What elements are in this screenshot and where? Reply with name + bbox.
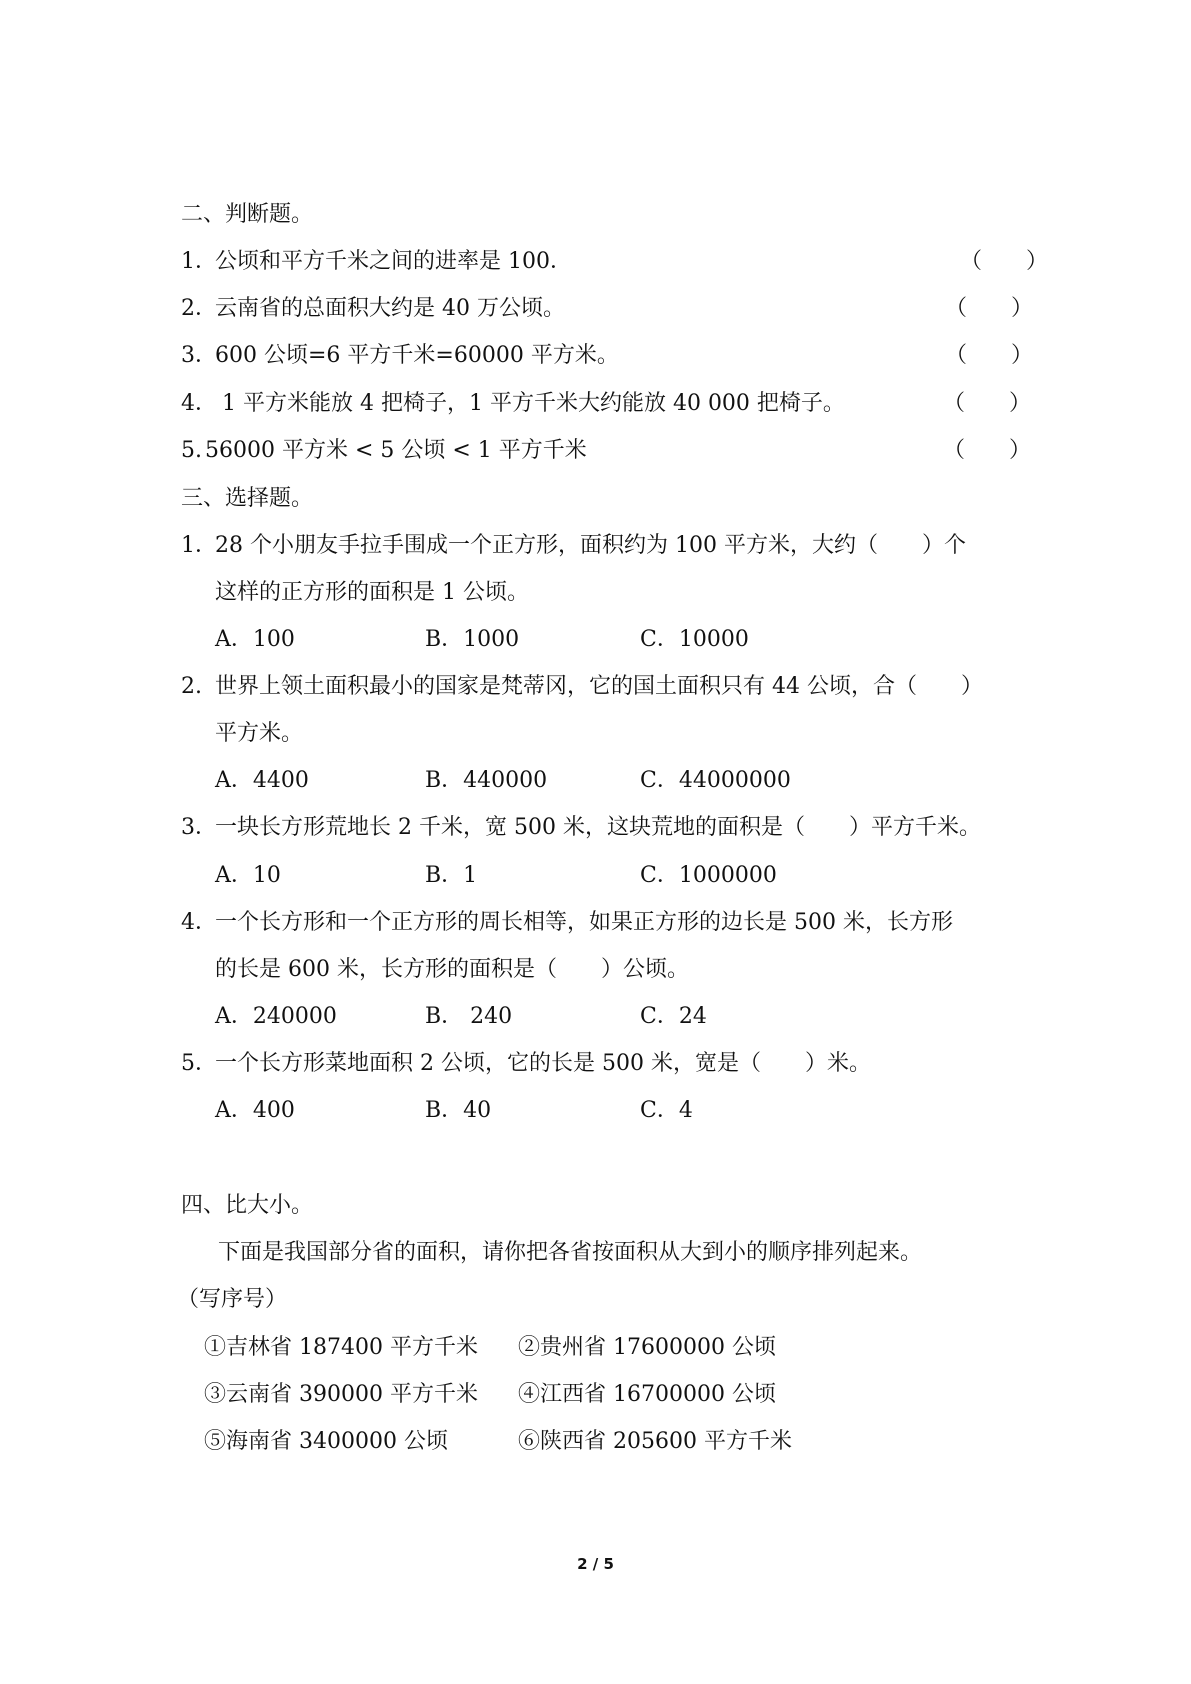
choice-q1-line2: 这样的正方形的面积是 1 公顷。: [215, 580, 529, 605]
item-number: 4．: [181, 391, 217, 416]
answer-parens[interactable]: （ ）: [960, 249, 1049, 274]
choice-q5-line1: [181, 1049, 871, 1079]
question-text: 一个长方形菜地面积 2 公顷，它的长是 500 米，宽是（ ）米。: [215, 1051, 871, 1076]
judgment-item-5: [181, 436, 587, 466]
choice-q2-option-c[interactable]: C．44000000: [640, 768, 791, 793]
question-text: 一块长方形荒地长 2 千米，宽 500 米，这块荒地的面积是（ ）平方千米。: [215, 815, 981, 840]
item-text: 公顷和平方千米之间的进率是 100．: [215, 249, 572, 274]
province-item-1: ①吉林省 187400 平方千米: [204, 1335, 478, 1360]
choice-q5-option-a[interactable]: A．400: [215, 1098, 295, 1123]
question-text: 世界上领土面积最小的国家是梵蒂冈，它的国土面积只有 44 公顷，合（ ）: [215, 674, 983, 699]
item-text: 600 公顷=6 平方千米=60000 平方米。: [215, 343, 619, 368]
choice-q1-option-b[interactable]: B．1000: [425, 627, 520, 652]
judgment-item-3: [181, 341, 619, 371]
choice-q2-line1: [181, 672, 983, 702]
choice-q4-option-c[interactable]: C．24: [640, 1004, 707, 1029]
item-number: 2．: [181, 296, 217, 321]
choice-q1-option-a[interactable]: A．100: [215, 627, 295, 652]
choice-q2-option-b[interactable]: B．440000: [425, 768, 548, 793]
choice-q2-option-a[interactable]: A．4400: [215, 768, 309, 793]
question-number: 4．: [181, 910, 217, 935]
choice-q4-option-b[interactable]: B． 240: [425, 1004, 513, 1029]
choice-q4-line1: [181, 908, 953, 938]
choice-q4-line2: 的长是 600 米，长方形的面积是（ ）公顷。: [215, 957, 689, 982]
section-title-judgment: 二、判断题。: [181, 202, 314, 227]
page-number: 2 / 5: [577, 1555, 614, 1573]
question-number: 3．: [181, 815, 217, 840]
province-item-2: ②贵州省 17600000 公顷: [518, 1335, 776, 1360]
judgment-item-2: [181, 294, 565, 324]
choice-q3-line1: [181, 813, 981, 843]
answer-parens[interactable]: （ ）: [945, 296, 1034, 321]
question-number: 5．: [181, 1051, 217, 1076]
compare-note: （写序号）: [177, 1287, 288, 1312]
answer-parens[interactable]: （ ）: [943, 438, 1032, 463]
item-number: 3．: [181, 343, 217, 368]
province-item-5: ⑤海南省 3400000 公顷: [204, 1429, 448, 1454]
judgment-item-4: [181, 389, 845, 419]
item-text: 云南省的总面积大约是 40 万公顷。: [215, 296, 565, 321]
choice-q3-option-a[interactable]: A．10: [215, 863, 281, 888]
province-item-6: ⑥陕西省 205600 平方千米: [518, 1429, 792, 1454]
choice-q4-option-a[interactable]: A．240000: [215, 1004, 337, 1029]
question-number: 2.: [181, 674, 202, 699]
choice-q2-line2: 平方米。: [215, 721, 304, 746]
judgment-item-1: [181, 247, 572, 277]
province-item-3: ③云南省 390000 平方千米: [204, 1382, 478, 1407]
question-text: 28 个小朋友手拉手围成一个正方形，面积约为 100 平方米，大约（ ）个: [215, 533, 966, 558]
answer-parens[interactable]: （ ）: [943, 391, 1032, 416]
item-number: 1．: [181, 249, 217, 274]
section-title-choice: 三、选择题。: [181, 486, 314, 511]
choice-q3-option-c[interactable]: C．1000000: [640, 863, 777, 888]
section-title-compare: 四、比大小。: [181, 1193, 314, 1218]
compare-intro: 下面是我国部分省的面积，请你把各省按面积从大到小的顺序排列起来。: [218, 1240, 923, 1265]
province-item-4: ④江西省 16700000 公顷: [518, 1382, 776, 1407]
answer-parens[interactable]: （ ）: [945, 343, 1034, 368]
item-text: 1 平方米能放 4 把椅子，1 平方千米大约能放 40 000 把椅子。: [215, 391, 845, 416]
item-text: 56000 平方米 < 5 公顷 < 1 平方千米: [205, 438, 587, 463]
choice-q1-line1: [181, 531, 966, 561]
choice-q3-option-b[interactable]: B．1: [425, 863, 478, 888]
choice-q5-option-b[interactable]: B．40: [425, 1098, 492, 1123]
item-number: 5.: [181, 438, 202, 463]
question-text: 一个长方形和一个正方形的周长相等，如果正方形的边长是 500 米，长方形: [215, 910, 953, 935]
choice-q1-option-c[interactable]: C．10000: [640, 627, 749, 652]
question-number: 1．: [181, 533, 217, 558]
choice-q5-option-c[interactable]: C．4: [640, 1098, 693, 1123]
